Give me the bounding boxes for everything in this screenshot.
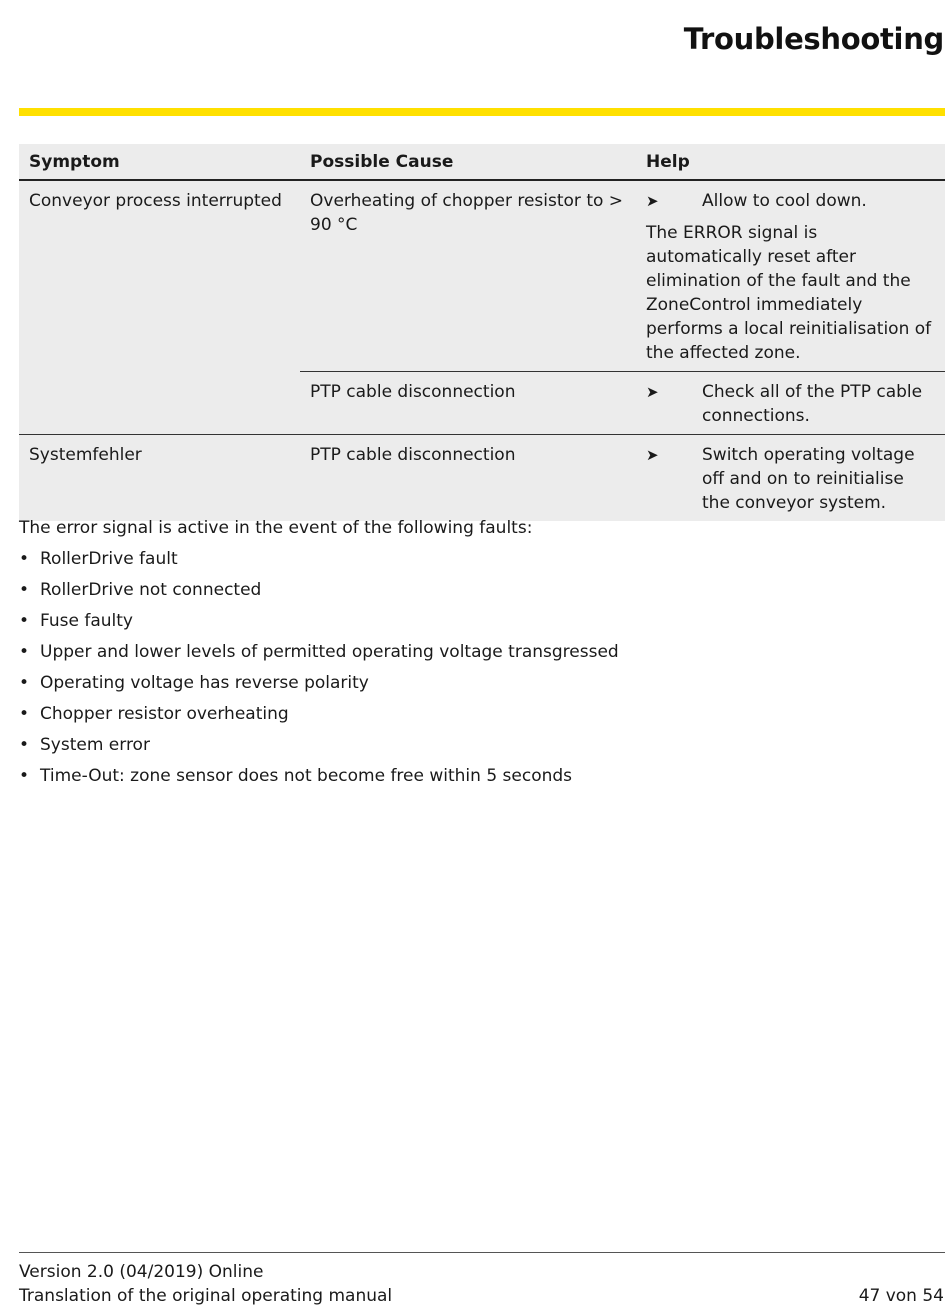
list-item-text: RollerDrive fault (40, 549, 178, 569)
help-text: Switch operating voltage off and on to reinitialise the conveyor system. (702, 445, 915, 513)
accent-bar (19, 108, 945, 116)
bullet-icon: • (19, 766, 30, 786)
help-cell (636, 372, 945, 435)
list-item-text: Operating voltage has reverse polarity (40, 673, 369, 693)
bullet-icon: • (19, 611, 30, 631)
page-number: 47 von 54 (858, 1286, 944, 1306)
help-cell (636, 435, 945, 522)
page-title: Troubleshooting (683, 22, 944, 56)
list-item (19, 609, 619, 640)
bullet-icon: • (19, 642, 30, 662)
cause-cell: PTP cable disconnection (300, 372, 636, 435)
help-note: The ERROR signal is automatically reset after elimination of the fault and the ZoneControl immediately performs a local reinitialisation of the affected zone. (646, 223, 932, 363)
bullet-icon: • (19, 704, 30, 724)
list-item (19, 640, 619, 671)
list-item-text: Chopper resistor overheating (40, 704, 289, 724)
list-item-text: Time-Out: zone sensor does not become free within 5 seconds (40, 766, 573, 786)
table-row (19, 180, 945, 372)
fault-list-intro: The error signal is active in the event of the following faults: (19, 518, 533, 538)
list-item (19, 764, 619, 795)
cause-cell: PTP cable disconnection (300, 435, 636, 522)
list-item (19, 702, 619, 733)
arrow-bullet-icon: ➤ (646, 383, 659, 401)
column-header-symptom: Symptom (19, 144, 300, 180)
footer-version: Version 2.0 (04/2019) Online (19, 1262, 264, 1282)
list-item (19, 733, 619, 764)
list-item (19, 671, 619, 702)
bullet-icon: • (19, 735, 30, 755)
troubleshooting-table (19, 144, 945, 521)
arrow-bullet-icon: ➤ (646, 192, 659, 210)
list-item (19, 547, 619, 578)
footer-divider (19, 1252, 945, 1253)
arrow-bullet-icon: ➤ (646, 446, 659, 464)
help-item (646, 189, 935, 213)
table-header-row (19, 144, 945, 180)
bullet-icon: • (19, 549, 30, 569)
help-text: Check all of the PTP cable connections. (702, 382, 923, 426)
bullet-icon: • (19, 580, 30, 600)
help-text: Allow to cool down. (702, 191, 867, 211)
list-item (19, 578, 619, 609)
list-item-text: RollerDrive not connected (40, 580, 262, 600)
help-cell (636, 180, 945, 372)
footer-subtitle: Translation of the original operating manual (19, 1286, 393, 1306)
list-item-text: System error (40, 735, 150, 755)
column-header-help: Help (636, 144, 945, 180)
table-row (19, 435, 945, 522)
column-header-cause: Possible Cause (300, 144, 636, 180)
symptom-cell: Systemfehler (19, 435, 300, 522)
help-item (646, 380, 935, 428)
symptom-cell: Conveyor process interrupted (29, 191, 282, 211)
cause-cell: Overheating of chopper resistor to > 90 °C (310, 191, 624, 235)
list-item-text: Upper and lower levels of permitted operating voltage transgressed (40, 642, 619, 662)
help-item (646, 443, 935, 515)
bullet-icon: • (19, 673, 30, 693)
fault-list (19, 547, 619, 795)
list-item-text: Fuse faulty (40, 611, 133, 631)
